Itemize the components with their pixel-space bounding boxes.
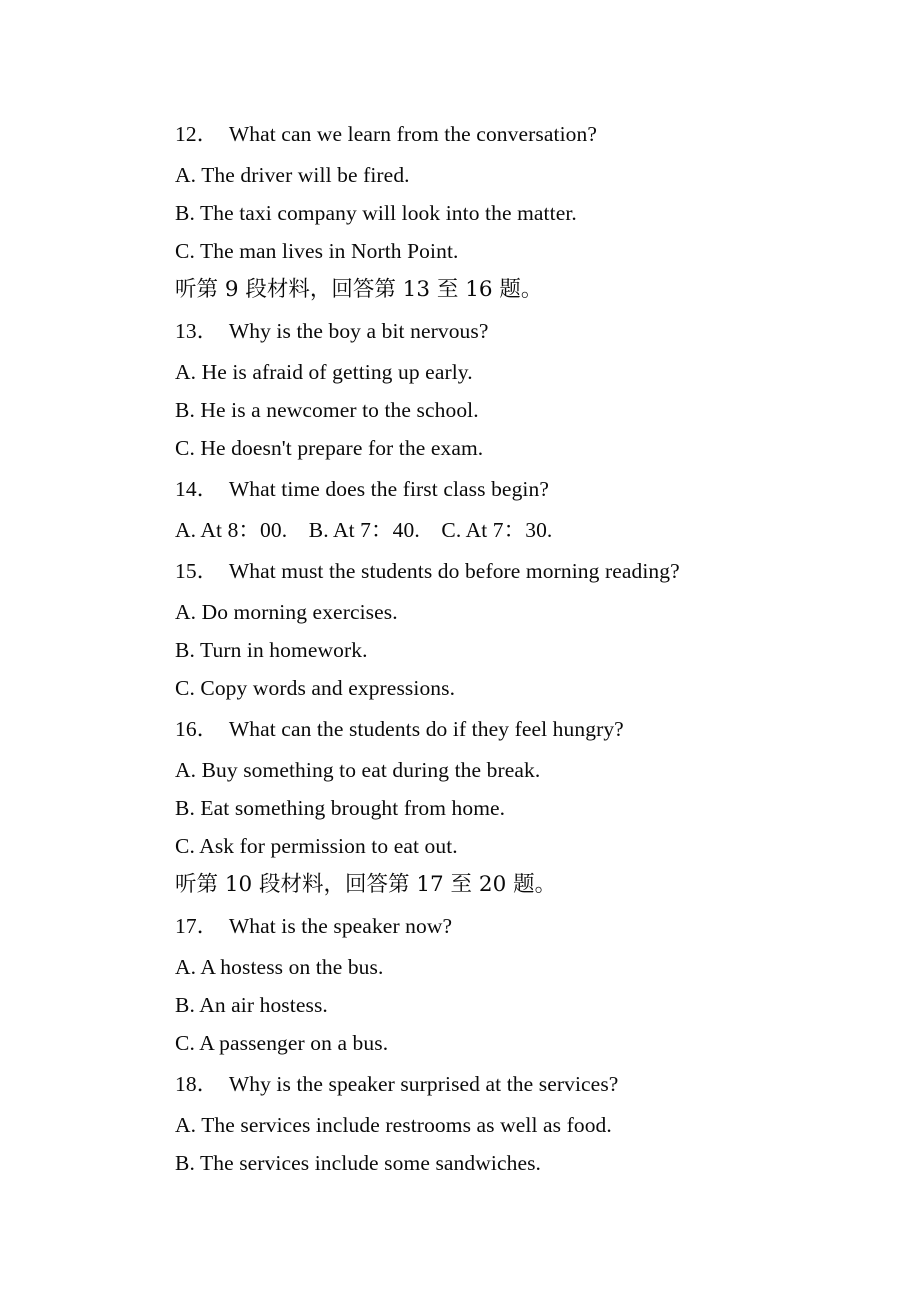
- question-14-options-inline[interactable]: A. At 8：00. B. At 7：40. C. At 7：30.: [175, 518, 553, 542]
- question-18-option-a[interactable]: A. The services include restrooms as well as food.: [175, 1113, 612, 1137]
- question-12-stem: 12． What can we learn from the conversation?: [175, 122, 597, 146]
- question-18-option-b[interactable]: B. The services include some sandwiches.: [175, 1151, 542, 1175]
- question-16-option-a[interactable]: A. Buy something to eat during the break.: [175, 758, 541, 782]
- question-16-stem: 16． What can the students do if they feel hungry?: [175, 717, 624, 741]
- question-15-option-a[interactable]: A. Do morning exercises.: [175, 600, 398, 624]
- question-15-stem: 15． What must the students do before morning reading?: [175, 559, 680, 583]
- question-12-option-a[interactable]: A. The driver will be fired.: [175, 163, 410, 187]
- directive-passage-10: 听第 10 段材料，回答第 17 至 20 题。: [175, 872, 557, 897]
- question-13-option-c[interactable]: C. He doesn't prepare for the exam.: [175, 436, 484, 460]
- question-15-option-c[interactable]: C. Copy words and expressions.: [175, 676, 456, 700]
- question-17-option-a[interactable]: A. A hostess on the bus.: [175, 955, 384, 979]
- question-12-option-b[interactable]: B. The taxi company will look into the matter.: [175, 201, 577, 225]
- question-17-stem: 17． What is the speaker now?: [175, 914, 453, 938]
- question-13-option-a[interactable]: A. He is afraid of getting up early.: [175, 360, 473, 384]
- question-14-stem: 14． What time does the first class begin?: [175, 477, 549, 501]
- exam-content: [175, 115, 875, 1182]
- question-16-option-c[interactable]: C. Ask for permission to eat out.: [175, 834, 458, 858]
- question-17-option-b[interactable]: B. An air hostess.: [175, 993, 328, 1017]
- question-18-stem: 18． Why is the speaker surprised at the services?: [175, 1072, 619, 1096]
- question-15-option-b[interactable]: B. Turn in homework.: [175, 638, 368, 662]
- directive-passage-9: 听第 9 段材料，回答第 13 至 16 题。: [175, 277, 543, 302]
- question-13-stem: 13． Why is the boy a bit nervous?: [175, 319, 489, 343]
- question-17-option-c[interactable]: C. A passenger on a bus.: [175, 1031, 389, 1055]
- question-16-option-b[interactable]: B. Eat something brought from home.: [175, 796, 506, 820]
- question-13-option-b[interactable]: B. He is a newcomer to the school.: [175, 398, 479, 422]
- question-12-option-c[interactable]: C. The man lives in North Point.: [175, 239, 459, 263]
